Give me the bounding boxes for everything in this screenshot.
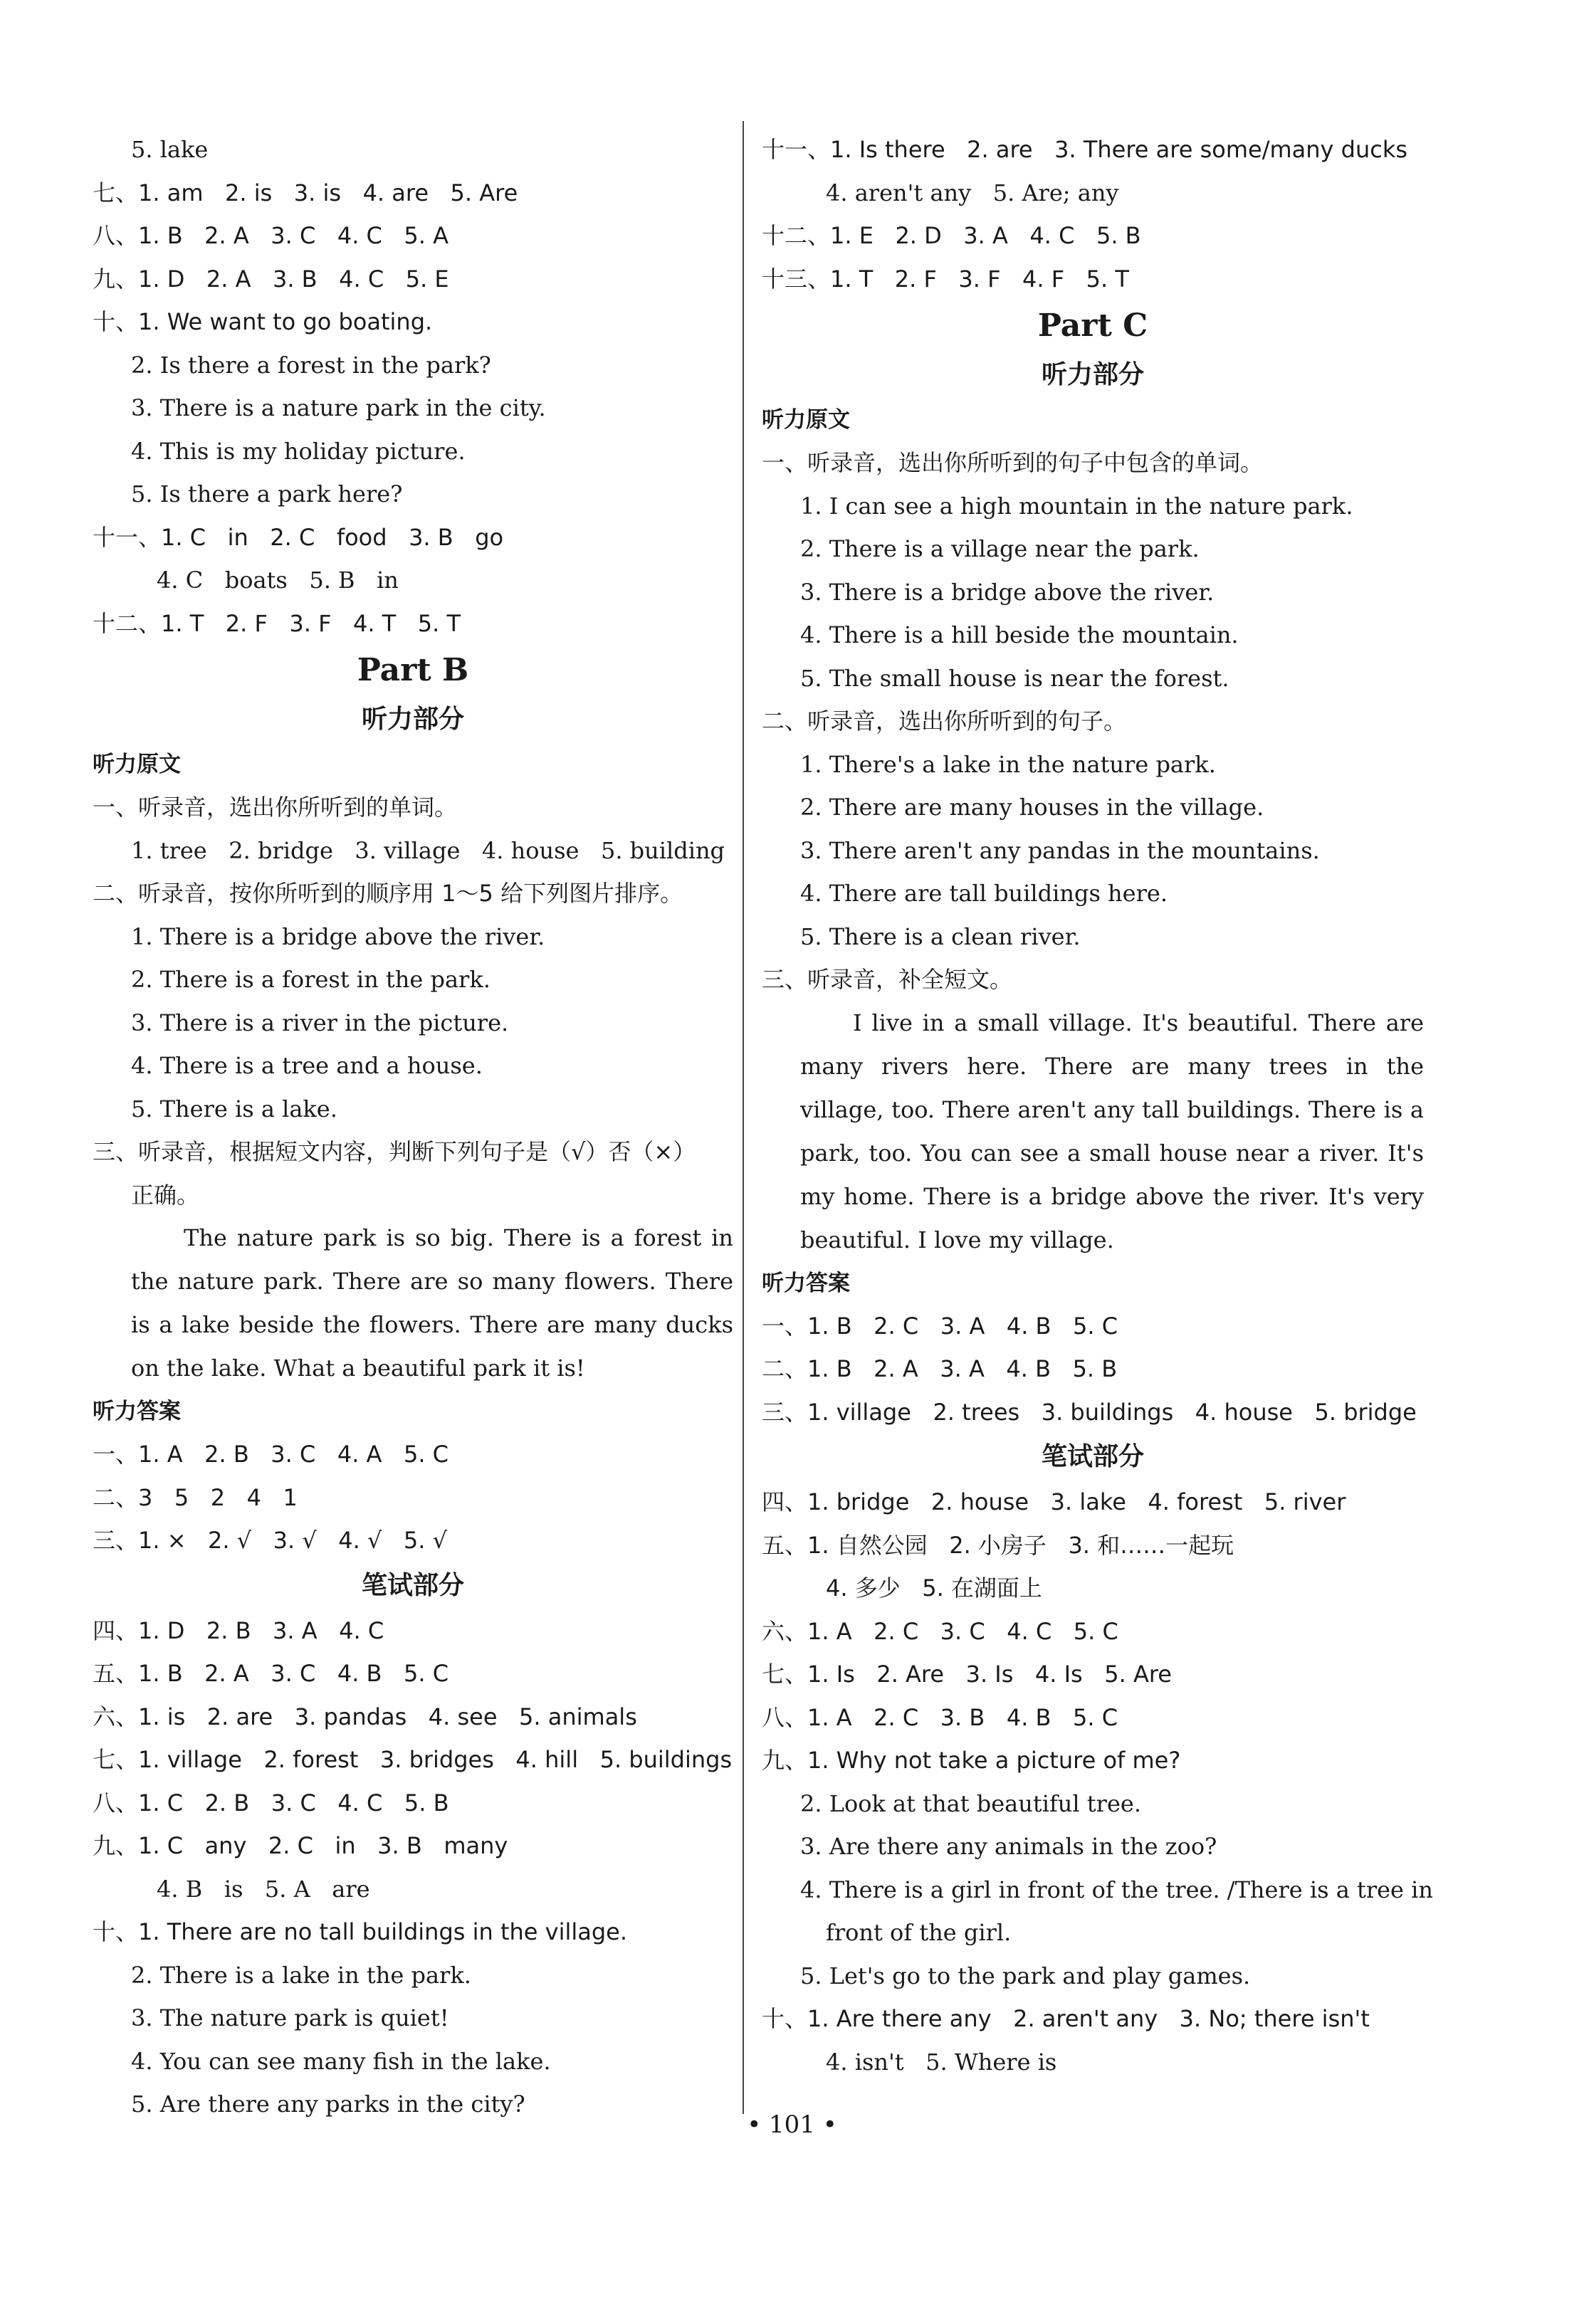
answer-line: 4. This is my holiday picture. xyxy=(131,437,466,465)
answer-line: 4. You can see many fish in the lake. xyxy=(131,2047,551,2075)
answer-line: 4. isn't 5. Where is xyxy=(826,2048,1057,2076)
answer-line: 八、1. A 2. C 3. B 4. B 5. C xyxy=(762,1703,1118,1731)
left-column xyxy=(93,128,733,2126)
transcript-line: 1. I can see a high mountain in the nature park. xyxy=(800,492,1353,520)
answer-line: 十一、1. C in 2. C food 3. B go xyxy=(93,523,504,551)
transcript-line: 2. There is a village near the park. xyxy=(800,535,1200,562)
answer-line: 4. B is 5. A are xyxy=(157,1875,370,1903)
section-title: 笔试部分 xyxy=(1041,1442,1144,1471)
answer-line: 1. tree 2. bridge 3. village 4. house 5. building xyxy=(131,836,725,864)
answer-line: 4. 多少 5. 在湖面上 xyxy=(826,1574,1042,1602)
answer-line: 2. Look at that beautiful tree. xyxy=(800,1789,1141,1817)
page-number: • 101 • xyxy=(747,2110,837,2139)
answer-line: 五、1. B 2. A 3. C 4. B 5. C xyxy=(93,1660,449,1687)
transcript-line: 4. There is a hill beside the mountain. xyxy=(800,621,1239,648)
answer-line: 5. Let's go to the park and play games. xyxy=(800,1962,1251,1989)
question-title: 二、听录音，按你所听到的顺序用 1～5 给下列图片排序。 xyxy=(93,880,683,907)
transcript-line: 4. There is a tree and a house. xyxy=(131,1052,483,1079)
question-title: 三、听录音，补全短文。 xyxy=(762,966,1013,993)
question-title: 二、听录音，选出你所听到的句子。 xyxy=(762,708,1127,735)
answer-line: 六、1. is 2. are 3. pandas 4. see 5. animals xyxy=(93,1703,637,1730)
answer-line: 2. Is there a forest in the park? xyxy=(131,351,491,379)
answer-line: 十、1. We want to go boating. xyxy=(93,308,433,335)
subsection-label: 听力原文 xyxy=(93,752,181,777)
answer-line: 十二、1. T 2. F 3. F 4. T 5. T xyxy=(93,609,461,637)
answer-line: front of the girl. xyxy=(826,1919,1012,1946)
section-title: 听力部分 xyxy=(361,705,464,734)
answer-line: 二、1. B 2. A 3. A 4. B 5. B xyxy=(762,1355,1118,1382)
answer-line: 5. lake xyxy=(131,136,209,163)
right-column xyxy=(762,128,1433,2083)
section-title: 听力部分 xyxy=(1041,360,1144,389)
answer-line: 3. The nature park is quiet! xyxy=(131,2004,449,2031)
transcript-line: 4. There are tall buildings here. xyxy=(800,880,1168,907)
answer-line: 一、1. B 2. C 3. A 4. B 5. C xyxy=(762,1312,1118,1340)
answer-line: 九、1. D 2. A 3. B 4. C 5. E xyxy=(93,265,449,293)
subsection-label: 听力答案 xyxy=(762,1270,850,1296)
answer-line: 5. Are there any parks in the city? xyxy=(131,2091,525,2118)
transcript-passage: The nature park is so big. There is a forest in the nature park. There are so many flowers. There is a lake beside the flowers. There are many ducks on the lake. What a beautiful park it is! xyxy=(131,1224,733,1382)
answer-line: 4. There is a girl in front of the tree. /There is a tree in xyxy=(800,1876,1433,1903)
question-title: 三、听录音，根据短文内容，判断下列句子是（√）否（×） xyxy=(93,1138,696,1165)
answer-line: 十一、1. Is there 2. are 3. There are some/many ducks xyxy=(762,136,1408,163)
answer-line: 十二、1. E 2. D 3. A 4. C 5. B xyxy=(762,222,1141,249)
column-divider xyxy=(743,121,744,2114)
transcript-line: 5. The small house is near the forest. xyxy=(800,664,1229,692)
answer-line: 4. C boats 5. B in xyxy=(157,567,399,594)
question-title: 一、听录音，选出你所听到的句子中包含的单词。 xyxy=(762,449,1264,476)
transcript-line: 1. There's a lake in the nature park. xyxy=(800,750,1216,778)
answer-line: 八、1. B 2. A 3. C 4. C 5. A xyxy=(93,222,449,249)
subsection-label: 听力原文 xyxy=(762,407,850,433)
transcript-line: 2. There is a forest in the park. xyxy=(131,966,491,993)
answer-line: 七、1. Is 2. Are 3. Is 4. Is 5. Are xyxy=(762,1661,1172,1688)
answer-line: 一、1. A 2. B 3. C 4. A 5. C xyxy=(93,1441,449,1468)
answer-line: 十三、1. T 2. F 3. F 4. F 5. T xyxy=(762,265,1129,293)
answer-line: 二、3 5 2 4 1 xyxy=(93,1483,298,1511)
transcript-line: 5. There is a clean river. xyxy=(800,922,1081,950)
answer-line: 九、1. Why not take a picture of me? xyxy=(762,1747,1181,1774)
section-title: 笔试部分 xyxy=(361,1570,464,1600)
answer-line: 4. aren't any 5. Are; any xyxy=(826,179,1119,206)
answer-line: 六、1. A 2. C 3. C 4. C 5. C xyxy=(762,1617,1118,1645)
answer-line: 2. There is a lake in the park. xyxy=(131,1961,471,1989)
answer-line: 三、1. village 2. trees 3. buildings 4. house 5. bridge xyxy=(762,1398,1417,1426)
answer-line: 七、1. village 2. forest 3. bridges 4. hill 5. buildings xyxy=(93,1746,733,1773)
answer-line: 十、1. There are no tall buildings in the village. xyxy=(93,1918,628,1945)
part-title: Part C xyxy=(1037,307,1148,344)
answer-line: 三、1. × 2. √ 3. √ 4. √ 5. √ xyxy=(93,1527,447,1554)
answer-line: 四、1. D 2. B 3. A 4. C xyxy=(93,1616,384,1644)
question-title: 一、听录音，选出你所听到的单词。 xyxy=(93,794,458,821)
part-title: Part B xyxy=(357,652,469,688)
answer-line: 七、1. am 2. is 3. is 4. are 5. Are xyxy=(93,179,518,206)
answer-line: 八、1. C 2. B 3. C 4. C 5. B xyxy=(93,1789,449,1816)
answer-line: 九、1. C any 2. C in 3. B many xyxy=(93,1832,508,1859)
transcript-line: 1. There is a bridge above the river. xyxy=(131,922,545,950)
answer-line: 十、1. Are there any 2. aren't any 3. No; there isn't xyxy=(762,2005,1370,2032)
transcript-line: 5. There is a lake. xyxy=(131,1095,337,1122)
answer-line: 3. There is a nature park in the city. xyxy=(131,394,546,421)
answer-line: 五、1. 自然公园 2. 小房子 3. 和……一起玩 xyxy=(762,1531,1234,1559)
transcript-line: 3. There aren't any pandas in the mountains. xyxy=(800,836,1320,864)
subsection-label: 听力答案 xyxy=(93,1399,181,1424)
transcript-passage: I live in a small village. It's beautiful. There are many rivers here. There are many trees in the village, too. There aren't any tall buildings. There is a park, too. You can see a small house near a river. It's my home. There is a bridge above the river. It's very beautiful. I love my village. xyxy=(800,1009,1424,1253)
question-title-cont: 正确。 xyxy=(131,1181,200,1209)
answer-line: 3. Are there any animals in the zoo? xyxy=(800,1833,1217,1860)
answer-line: 四、1. bridge 2. house 3. lake 4. forest 5. river xyxy=(762,1488,1346,1515)
transcript-line: 3. There is a bridge above the river. xyxy=(800,578,1215,606)
transcript-line: 2. There are many houses in the village. xyxy=(800,794,1264,821)
answer-line: 5. Is there a park here? xyxy=(131,480,403,508)
transcript-line: 3. There is a river in the picture. xyxy=(131,1009,509,1036)
